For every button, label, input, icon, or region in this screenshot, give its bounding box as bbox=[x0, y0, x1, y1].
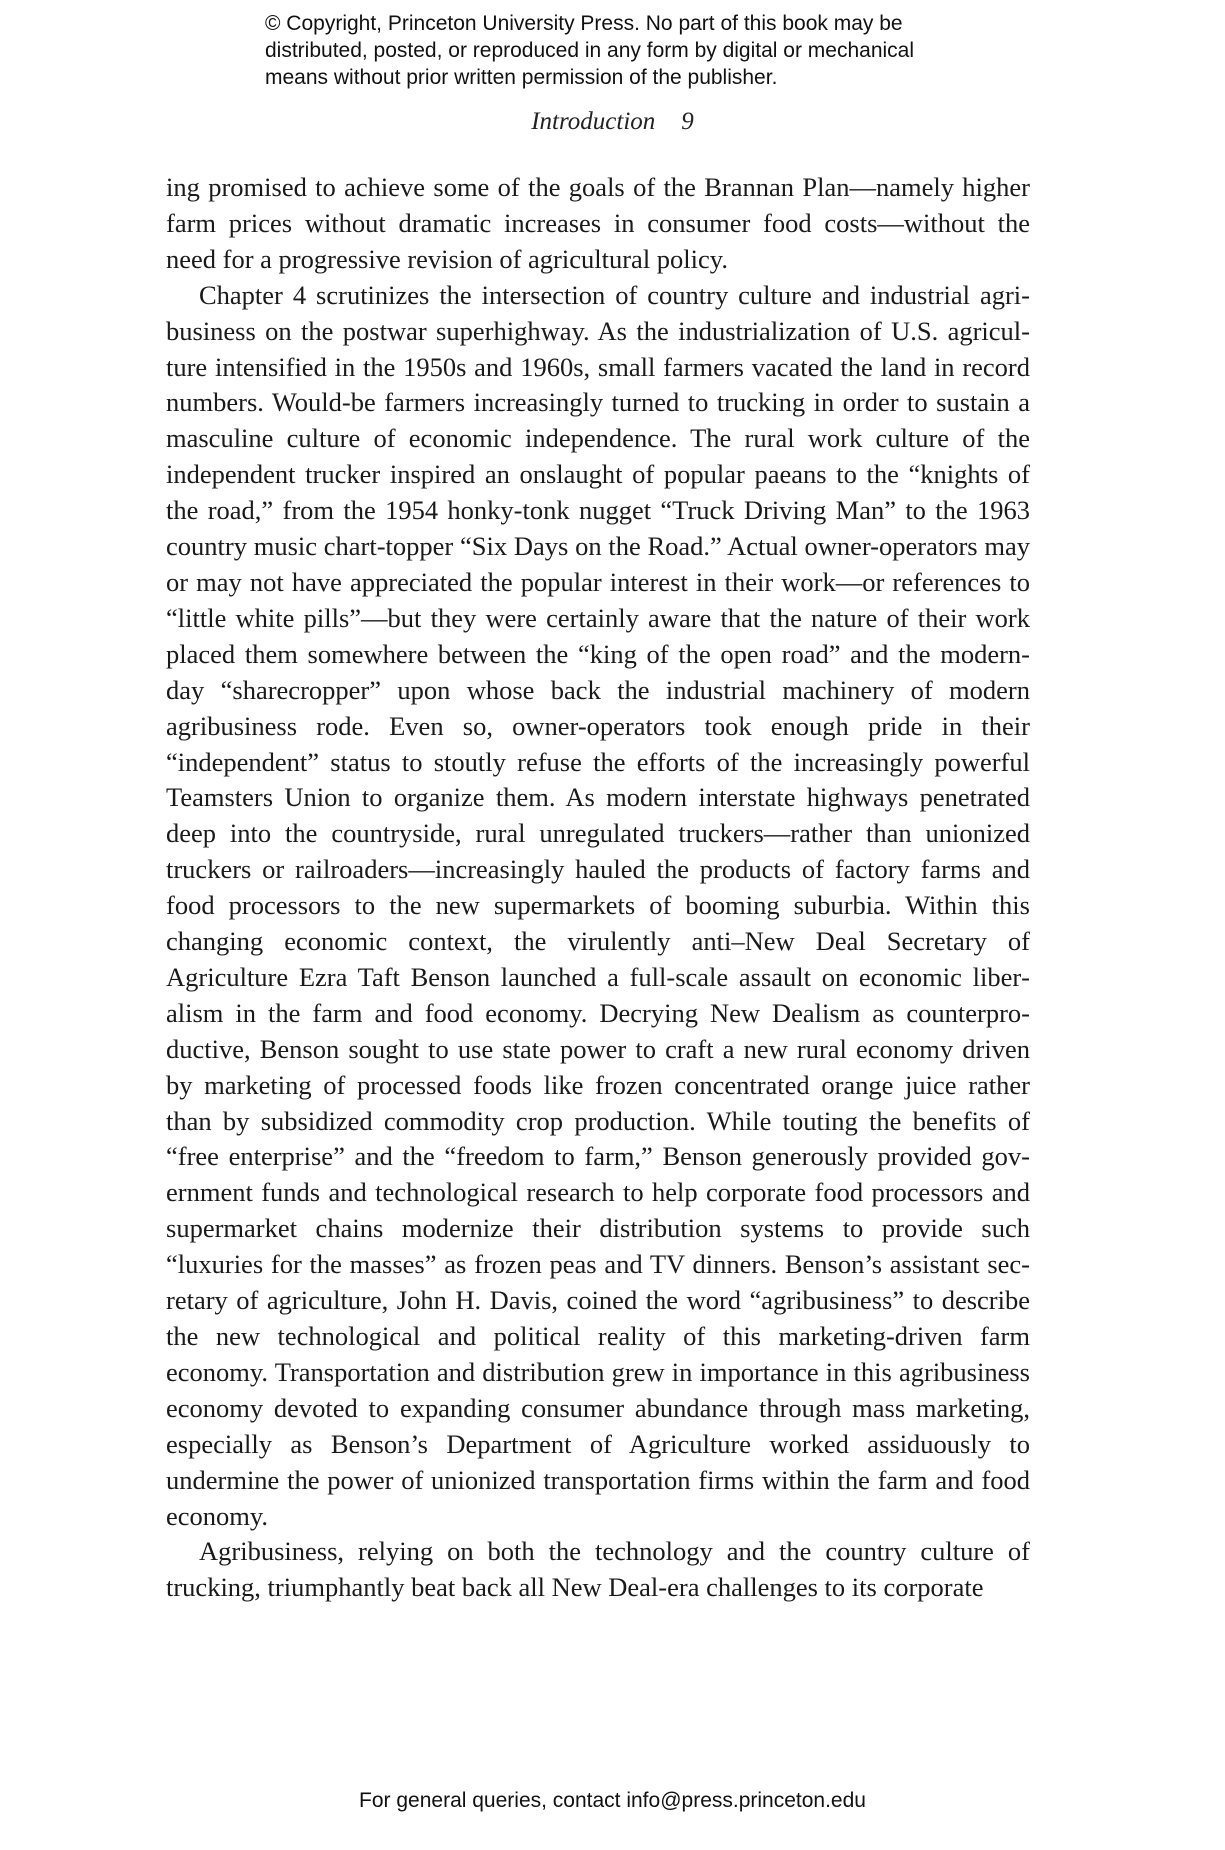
copyright-line-2: distributed, posted, or reproduced in any form by digital or mechanical bbox=[265, 39, 915, 62]
paragraph-agribusiness: Agribusiness, relying on both the technology and the country culture of trucking, triumphantly beat back all New Deal-era challenges to its corporate bbox=[166, 1536, 1030, 1603]
running-head bbox=[0, 108, 1225, 136]
paragraph-chapter-4: Chapter 4 scrutinizes the intersection of country culture and industrial agribusiness on the postwar superhighway. As the industrialization of U.S. agriculture intensified in the 1950s and 1960s, small farmers vacated the land in record numbers. Would-be farmers increasingly turned to trucking in order to sustain a masculine culture of economic independence. The rural work culture of the independent trucker inspired an onslaught of popular paeans to the “knights of the road,” from the 1954 honky-tonk nugget “Truck Driving Man” to the 1963 country music chart-topper “Six Days on the Road.” Actual owner-operators may or may not have appreciated the popular interest in their work—or references to “little white pills”—but they were certainly aware that the nature of their work placed them somewhere between the “king of the open road” and the modern-day “sharecropper” upon whose back the industrial machinery of modern agribusiness rode. Even so, owner-operators took enough pride in their “independent” status to stoutly refuse the efforts of the increasingly powerful Teamsters Union to organize them. As modern interstate highways penetrated deep into the countryside, rural unregulated truckers—rather than unionized truckers or railroaders—increasingly hauled the products of factory farms and food processors to the new supermarkets of booming suburbia. Within this changing economic context, the virulently anti–New Deal Secretary of Agriculture Ezra Taft Benson launched a full-scale assault on economic liberalism in the farm and food economy. Decrying New Dealism as counterproductive, Benson sought to use state power to craft a new rural economy driven by marketing of processed foods like frozen concentrated orange juice rather than by subsidized commodity crop production. While touting the benefits of “free enterprise” and the “freedom to farm,” Benson generously provided government funds and technological research to help corporate food processors and supermarket chains modernize their distribution systems to provide such “luxuries for the masses” as frozen peas and TV dinners. Benson’s assistant secretary of agriculture, John H. Davis, coined the word “agribusiness” to describe the new technological and political reality of this marketing-driven farm economy. Transportation and distribution grew in importance in this agribusiness economy devoted to expanding consumer abundance through mass marketing, especially as Benson’s Department of Agriculture worked assiduously to undermine the power of unionized transportation firms within the farm and food economy. bbox=[166, 279, 1030, 1531]
page-number: 9 bbox=[681, 108, 694, 135]
copyright-line-3: means without prior written permission of the publisher. bbox=[265, 66, 778, 89]
paragraph-continued: ing promised to achieve some of the goals of the Brannan Plan—namely higher farm prices without dramatic increases in consumer food costs—without the need for a progressive revision of agricultural policy. bbox=[166, 172, 1030, 274]
copyright-notice bbox=[265, 10, 1025, 91]
footer-contact: For general queries, contact info@press.princeton.edu bbox=[359, 1789, 866, 1812]
body-text bbox=[166, 170, 1030, 1606]
copyright-line-1: © Copyright, Princeton University Press. No part of this book may be bbox=[265, 12, 903, 35]
running-head-title: Introduction bbox=[531, 108, 656, 135]
